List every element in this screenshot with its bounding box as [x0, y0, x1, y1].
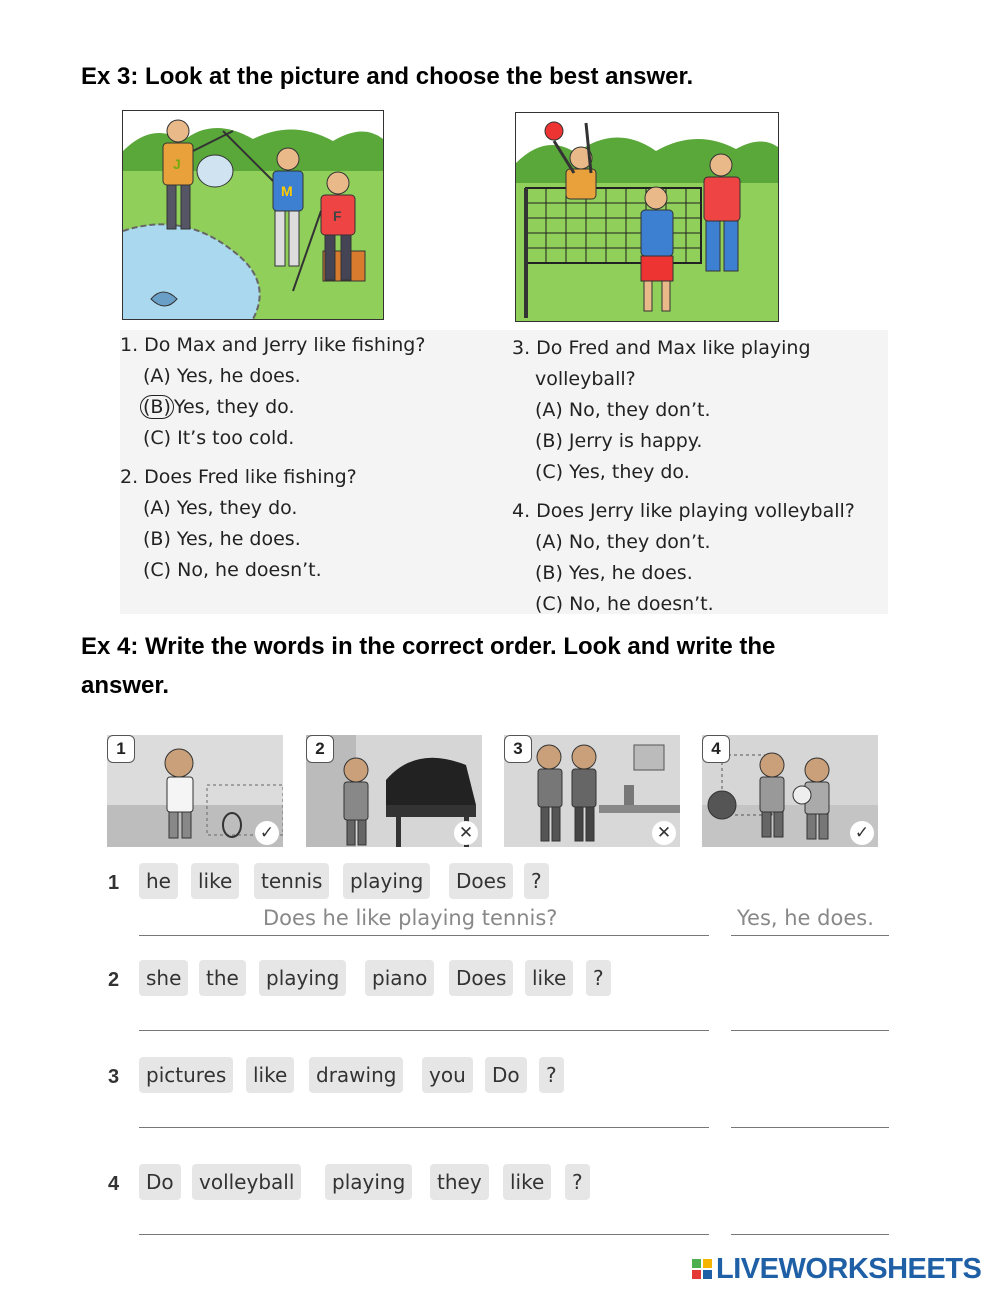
word-chip[interactable]: Do	[485, 1057, 527, 1093]
word-chip[interactable]: pictures	[139, 1057, 233, 1093]
thumbnail-3-drawing	[504, 735, 680, 847]
ex3-heading: Ex 3: Look at the picture and choose the best answer.	[81, 63, 694, 90]
row-3-answer-line[interactable]	[731, 1127, 889, 1128]
word-chip[interactable]: he	[139, 863, 178, 899]
cross-icon: ✕	[652, 821, 676, 845]
shirt-letter-f: F	[333, 208, 342, 224]
word-chip[interactable]: like	[503, 1164, 551, 1200]
word-chip[interactable]: Does	[449, 960, 513, 996]
question-4: 4. Does Jerry like playing volleyball?	[512, 500, 855, 522]
row-3-number: 3	[108, 1066, 120, 1088]
row-4-question-line[interactable]	[139, 1234, 709, 1235]
word-chip[interactable]: playing	[325, 1164, 412, 1200]
thumbnail-1-number: 1	[107, 735, 135, 763]
liveworksheets-logo-text: LIVEWORKSHEETS	[716, 1253, 982, 1285]
word-chip[interactable]: piano	[365, 960, 434, 996]
word-chip[interactable]: like	[525, 960, 573, 996]
q3-option-c[interactable]: (C) Yes, they do.	[535, 461, 690, 483]
q4-option-b[interactable]: (B) Yes, he does.	[535, 562, 693, 584]
shirt-letter-j: J	[173, 156, 181, 172]
word-chip[interactable]: like	[246, 1057, 294, 1093]
word-chip[interactable]: ?	[565, 1164, 590, 1200]
cross-icon: ✕	[454, 821, 478, 845]
fishing-illustration	[123, 111, 383, 319]
q4-option-a[interactable]: (A) No, they don’t.	[535, 531, 711, 553]
row-2-answer-line[interactable]	[731, 1030, 889, 1031]
word-chip[interactable]: she	[139, 960, 188, 996]
word-chip[interactable]: ?	[586, 960, 611, 996]
check-icon: ✓	[255, 821, 279, 845]
word-chip[interactable]: you	[422, 1057, 473, 1093]
ex4-heading-line2: answer.	[81, 672, 170, 699]
check-icon: ✓	[850, 821, 874, 845]
word-chip[interactable]: playing	[259, 960, 346, 996]
row-2-number: 2	[108, 969, 120, 991]
volleyball-illustration	[516, 113, 778, 321]
row-4-number: 4	[108, 1173, 120, 1195]
row-1-answer-question: Does he like playing tennis?	[263, 906, 558, 930]
liveworksheets-logo-icon	[692, 1259, 712, 1279]
q1-option-c[interactable]: (C) It’s too cold.	[143, 427, 295, 449]
q2-option-c[interactable]: (C) No, he doesn’t.	[143, 559, 322, 581]
thumbnail-4-volleyball	[702, 735, 878, 847]
shirt-letter-m: M	[281, 183, 293, 199]
q2-option-b[interactable]: (B) Yes, he does.	[143, 528, 301, 550]
word-chip[interactable]: they	[430, 1164, 489, 1200]
word-chip[interactable]: the	[199, 960, 246, 996]
word-chip[interactable]: Do	[139, 1164, 181, 1200]
word-chip[interactable]: ?	[539, 1057, 564, 1093]
q1-option-b[interactable]	[140, 392, 294, 423]
ex4-heading-line1: Ex 4: Write the words in the correct order. Look and write the	[81, 633, 776, 660]
word-chip[interactable]: like	[191, 863, 239, 899]
q2-option-a[interactable]: (A) Yes, they do.	[143, 497, 298, 519]
volleyball-picture	[515, 112, 779, 322]
q1-option-b-text: Yes, they do.	[173, 396, 295, 418]
word-chip[interactable]: ?	[524, 863, 549, 899]
word-chip[interactable]: tennis	[254, 863, 329, 899]
row-1-question-line[interactable]	[139, 935, 709, 936]
row-3-question-line[interactable]	[139, 1127, 709, 1128]
word-chip[interactable]: playing	[343, 863, 430, 899]
q3-option-b[interactable]: (B) Jerry is happy.	[535, 430, 703, 452]
q1-option-a[interactable]: (A) Yes, he does.	[143, 365, 301, 387]
thumbnail-3-number: 3	[504, 735, 532, 763]
word-chip[interactable]: drawing	[309, 1057, 403, 1093]
question-1: 1. Do Max and Jerry like fishing?	[120, 334, 426, 356]
word-chip[interactable]: Does	[449, 863, 513, 899]
question-3-line1: 3. Do Fred and Max like playing	[512, 337, 811, 359]
q4-option-c[interactable]: (C) No, he doesn’t.	[535, 593, 714, 615]
row-1-answer-line[interactable]	[731, 935, 889, 936]
row-2-question-line[interactable]	[139, 1030, 709, 1031]
row-1-number: 1	[108, 872, 120, 894]
word-chip[interactable]: volleyball	[192, 1164, 301, 1200]
row-4-answer-line[interactable]	[731, 1234, 889, 1235]
row-1-answer-short: Yes, he does.	[737, 906, 874, 930]
q3-option-a[interactable]: (A) No, they don’t.	[535, 399, 711, 421]
thumbnail-2-piano	[306, 735, 482, 847]
question-2: 2. Does Fred like fishing?	[120, 466, 357, 488]
fishing-picture	[122, 110, 384, 320]
thumbnail-4-number: 4	[702, 735, 730, 763]
thumbnail-2-number: 2	[306, 735, 334, 763]
question-3-line2: volleyball?	[535, 368, 636, 390]
q1-option-b-circled-label: (B)	[140, 395, 174, 419]
thumbnail-1-tennis	[107, 735, 283, 847]
